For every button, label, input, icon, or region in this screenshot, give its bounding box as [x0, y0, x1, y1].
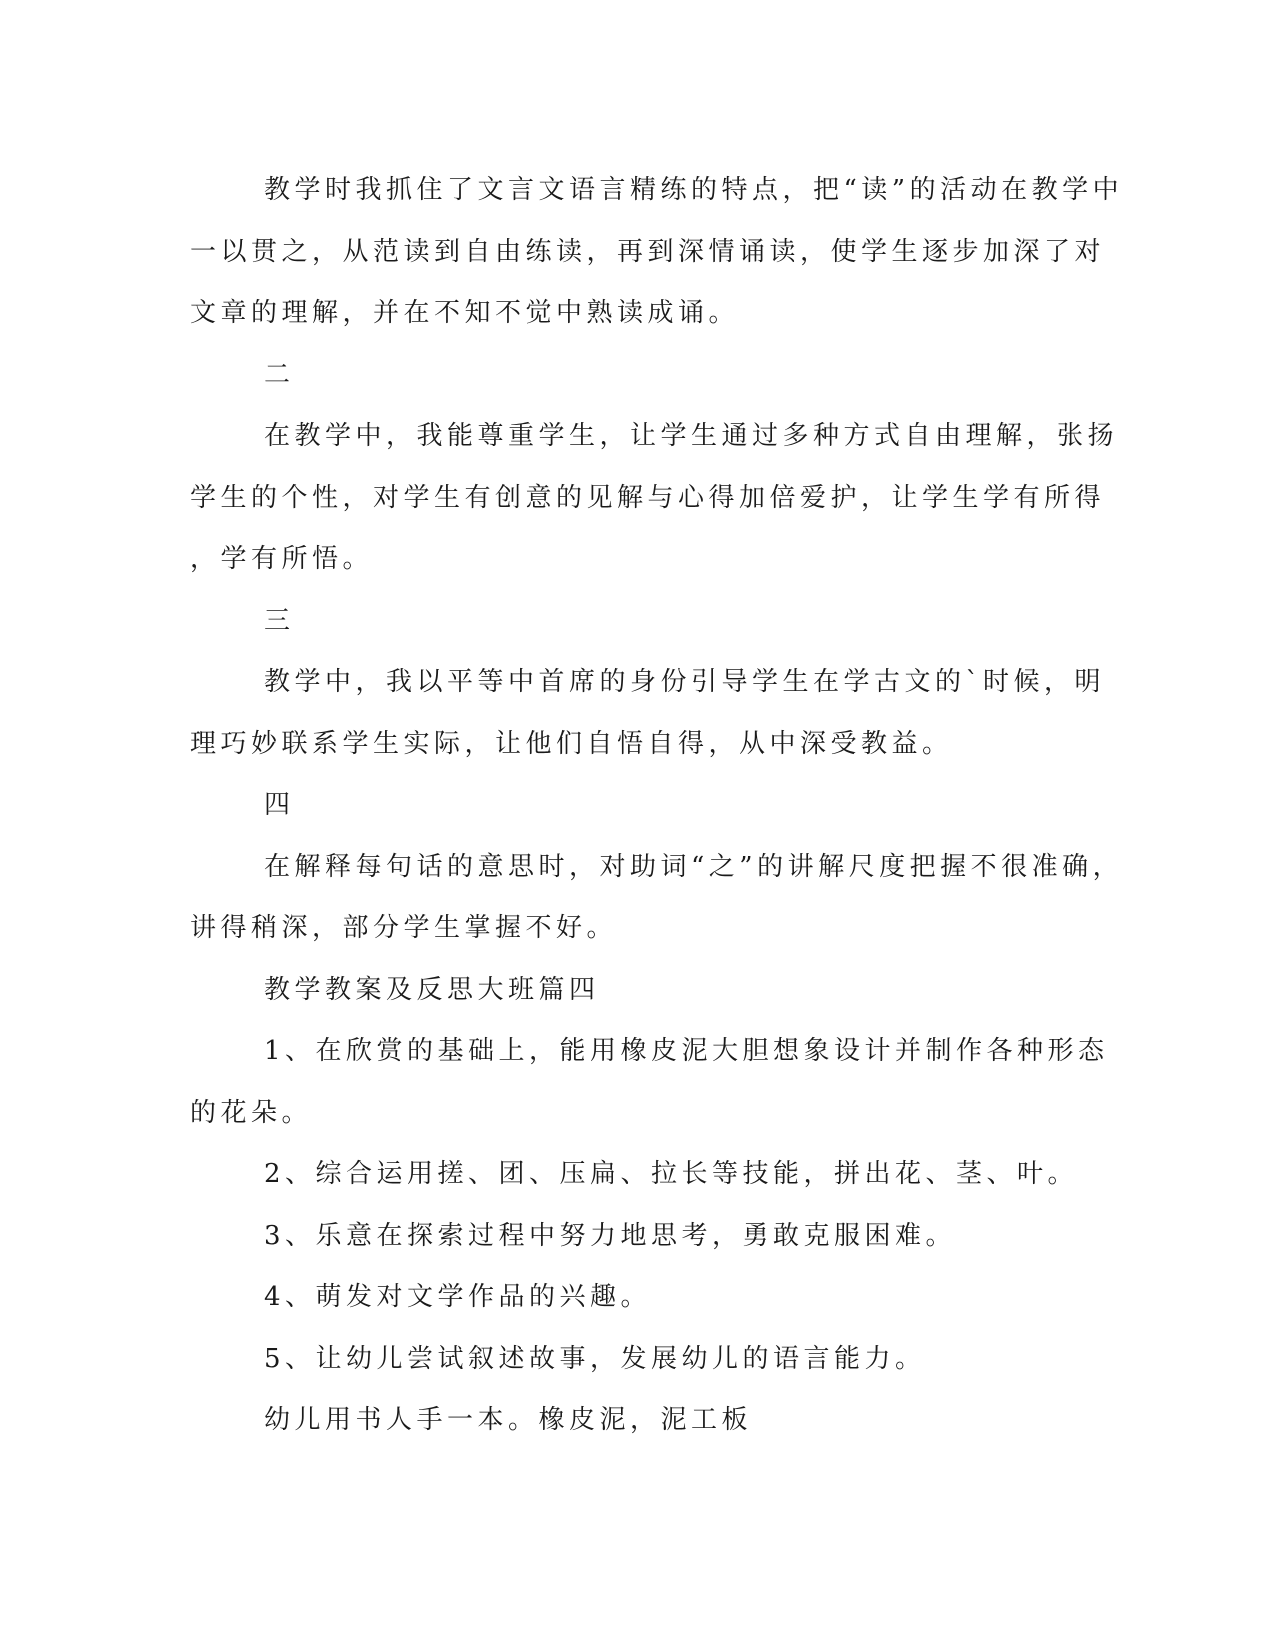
goal-item-1-continued: 的花朵。 [190, 1097, 313, 1128]
paragraph-line: 在教学中，我能尊重学生，让学生通过多种方式自由理解，张扬 [264, 421, 1119, 451]
materials-line: 幼儿用书人手一本。橡皮泥，泥工板 [264, 1405, 753, 1435]
paragraph-line: 教学中，我以平等中首席的身份引导学生在学古文的`时候，明 [264, 667, 1106, 697]
goal-item-3: 3、乐意在探索过程中努力地思考，勇敢克服困难。 [264, 1220, 957, 1251]
paragraph-reading-method [190, 160, 1124, 345]
paragraph-line: 理巧妙联系学生实际，让他们自悟自得，从中深受教益。 [190, 728, 953, 759]
goal-item-4: 4、萌发对文学作品的兴趣。 [264, 1282, 652, 1312]
paragraph-line: 讲得稍深，部分学生掌握不好。 [190, 913, 618, 943]
goal-item-2: 2、综合运用搓、团、压扁、拉长等技能，拼出花、茎、叶。 [264, 1159, 1079, 1189]
paragraph-equal-guidance [190, 652, 1106, 775]
goal-item-5: 5、让幼儿尝试叙述故事，发展幼儿的语言能力。 [264, 1343, 926, 1374]
paragraph-line: 学生的个性，对学生有创意的见解与心得加倍爱护，让学生学有所得 [190, 482, 1106, 513]
paragraph-line: 一以贯之，从范读到自由练读，再到深情诵读，使学生逐步加深了对 [190, 236, 1106, 267]
section-title: 教学教案及反思大班篇四 [264, 974, 600, 1005]
document-body [190, 160, 1124, 1452]
paragraph-respect-students [190, 406, 1119, 591]
goal-item-1: 1、在欣赏的基础上，能用橡皮泥大胆想象设计并制作各种形态 [264, 1036, 1109, 1066]
paragraph-line: 教学时我抓住了文言文语言精练的特点，把“读”的活动在教学中 [264, 175, 1124, 205]
paragraph-line: 在解释每句话的意思时，对助词“之”的讲解尺度把握不很准确， [264, 851, 1124, 882]
section-number-two: 二 [264, 359, 295, 390]
paragraph-line: 文章的理解，并在不知不觉中熟读成诵。 [190, 298, 740, 328]
paragraph-line: ，学有所悟。 [190, 544, 374, 574]
section-number-three: 三 [264, 605, 295, 636]
goal-list [190, 1021, 1109, 1390]
paragraph-shortcoming [190, 837, 1124, 960]
section-number-four: 四 [264, 790, 295, 820]
